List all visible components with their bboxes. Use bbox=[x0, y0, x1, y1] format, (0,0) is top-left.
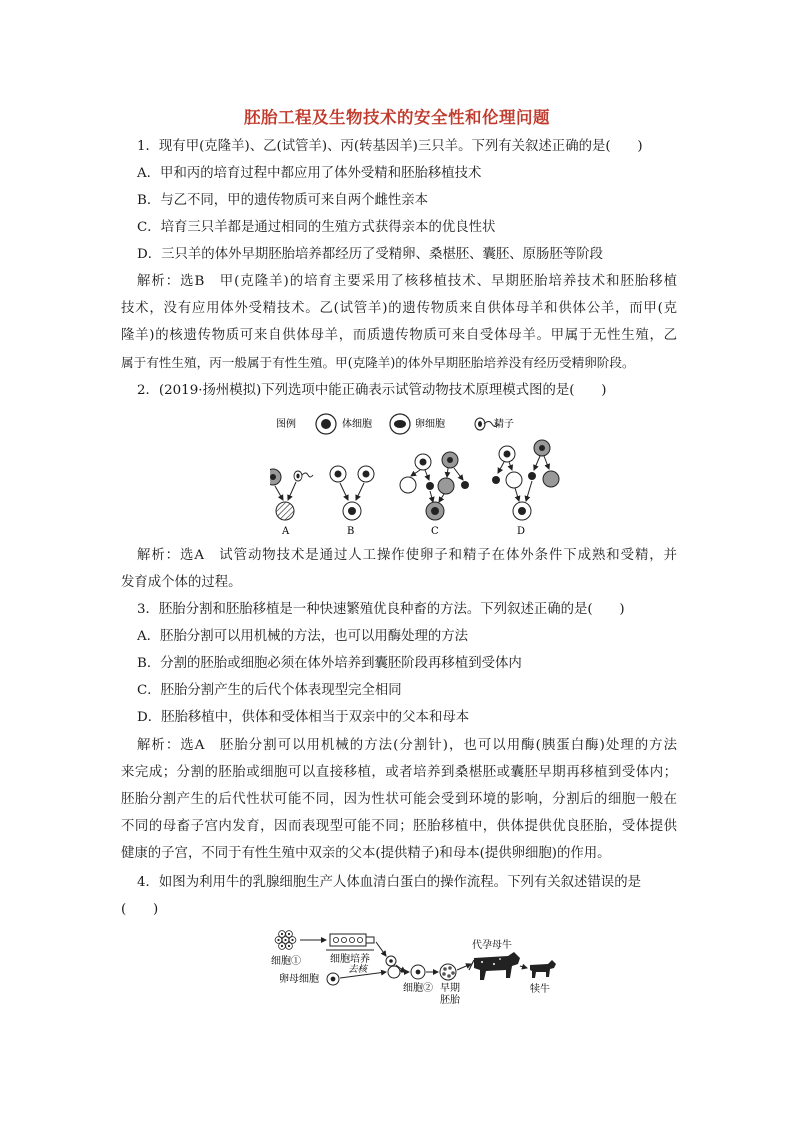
page-title: 胚胎工程及生物技术的安全性和伦理问题 bbox=[244, 108, 550, 127]
q3-analysis-line: 不同的母畜子宫内发育，因而表现型可能不同；胚胎移植中，供体提供优良胚胎，受体提供 bbox=[121, 819, 677, 834]
calf-icon bbox=[530, 960, 556, 978]
enucleated-egg-icon bbox=[388, 966, 400, 978]
q1-analysis-line: 属于有性生殖，丙一般属于有性生殖。甲(克隆羊)的体外早期胚胎培养没有经历受精卵阶段。 bbox=[121, 355, 635, 370]
egg-cell-icon bbox=[390, 414, 410, 434]
oocyte-icon bbox=[327, 973, 339, 985]
q1-analysis-line: 技术，没有应用体外受精技术。乙(试管羊)的遗传物质来自供体母羊和供体公羊，而甲(克 bbox=[121, 301, 677, 316]
q1-option-a: A．甲和丙的培育过程中都应用了体外受精和胚胎移植技术 bbox=[137, 166, 482, 181]
early-embryo-label-1: 早期 bbox=[440, 983, 460, 994]
surrogate-label: 代孕母牛 bbox=[472, 940, 512, 951]
q1-option-c: C．培育三只羊都是通过相同的生殖方式获得亲本的优良性状 bbox=[137, 220, 496, 235]
culture-label: 细胞培养 bbox=[330, 954, 370, 965]
legend-title: 图例 bbox=[276, 419, 296, 430]
q2-analysis-line: 发育成个体的过程。 bbox=[121, 575, 242, 590]
q4-figure bbox=[268, 928, 568, 1004]
calf-label: 犊牛 bbox=[530, 984, 550, 995]
legend-sperm: 精子 bbox=[494, 419, 514, 430]
q3-analysis-line: 来完成；分割的胚胎或细胞可以直接移植，或者培养到桑椹胚或囊胚早期再移植到受体内； bbox=[121, 765, 677, 780]
reconstructed-cell-icon bbox=[411, 965, 425, 979]
body-cell-icon bbox=[316, 414, 336, 434]
q3-option-d: D．胚胎移植中，供体和受体相当于双亲中的父本和母本 bbox=[137, 710, 470, 725]
q3-analysis-line: 健康的子宫，不同于有性生殖中双亲的父本(提供精子)和母本(提供卵细胞)的作用。 bbox=[121, 846, 611, 861]
q1-analysis-line: 解析：选B 甲(克隆羊)的培育主要采用了核移植技术、早期胚胎培养技术和胚胎移植 bbox=[137, 274, 677, 289]
option-d-label: D bbox=[517, 526, 526, 537]
culture-flask-icon bbox=[330, 934, 374, 946]
option-d-diagram bbox=[492, 440, 559, 520]
q1-stem: 1．现有甲(克隆羊)、乙(试管羊)、丙(转基因羊)三只羊。下列有关叙述正确的是( ) bbox=[137, 139, 643, 154]
mammary-cell-cluster-icon bbox=[275, 931, 296, 950]
q3-analysis-line: 胚胎分割产生的后代性状可能不同，因为性状可能会受到环境的影响，分割后的细胞一般在 bbox=[121, 792, 677, 807]
egg-label: 卵母细胞 bbox=[279, 974, 319, 985]
q3-option-b: B．分割的胚胎或细胞必须在体外培养到囊胚阶段再移植到受体内 bbox=[137, 656, 522, 671]
option-c-label: C bbox=[431, 526, 439, 537]
option-b-diagram bbox=[330, 466, 374, 520]
cell2-label: 细胞② bbox=[403, 983, 433, 994]
q2-analysis-line: 解析：选A 试管动物技术是通过人工操作使卵子和精子在体外条件下成熟和受精，并 bbox=[137, 548, 677, 563]
option-a-diagram bbox=[270, 469, 313, 520]
q3-analysis-line: 解析：选A 胚胎分割可以用机械的方法(分割针)，也可以用酶(胰蛋白酶)处理的方法 bbox=[137, 738, 677, 753]
q2-figure bbox=[270, 410, 570, 540]
option-b-label: B bbox=[347, 526, 355, 537]
early-embryo-icon bbox=[440, 964, 456, 980]
legend-egg-cell: 卵细胞 bbox=[415, 419, 445, 430]
cell1-label: 细胞① bbox=[271, 956, 301, 967]
q4-stem-cont: ( ) bbox=[121, 902, 159, 917]
legend-body-cell: 体细胞 bbox=[342, 419, 372, 430]
q1-analysis-line: 隆羊)的核遗传物质可来自供体母羊，而质遗传物质可来自受体母羊。甲属于无性生殖，乙 bbox=[121, 328, 677, 343]
q2-stem: 2．(2019·扬州模拟)下列选项中能正确表示试管动物技术原理模式图的是( ) bbox=[137, 383, 607, 398]
early-embryo-label-2: 胚胎 bbox=[440, 995, 460, 1004]
option-a-label: A bbox=[282, 526, 290, 537]
q3-option-c: C．胚胎分割产生的后代个体表现型完全相同 bbox=[137, 683, 402, 698]
enucleate-label: 去核 bbox=[348, 964, 368, 975]
q3-option-a: A．胚胎分割可以用机械的方法，也可以用酶处理的方法 bbox=[137, 629, 469, 644]
donor-cell-icon bbox=[386, 956, 396, 966]
q4-stem: 4．如图为利用牛的乳腺细胞生产人体血清白蛋白的操作流程。下列有关叙述错误的是 bbox=[137, 875, 641, 890]
q3-stem: 3．胚胎分割和胚胎移植是一种快速繁殖优良种畜的方法。下列叙述正确的是( ) bbox=[137, 602, 625, 617]
q1-option-b: B．与乙不同，甲的遗传物质可来自两个雌性亲本 bbox=[137, 193, 429, 208]
q1-option-d: D．三只羊的体外早期胚胎培养都经历了受精卵、桑椹胚、囊胚、原肠胚等阶段 bbox=[137, 247, 604, 262]
option-c-diagram bbox=[400, 452, 469, 520]
surrogate-cow-icon bbox=[469, 952, 520, 980]
